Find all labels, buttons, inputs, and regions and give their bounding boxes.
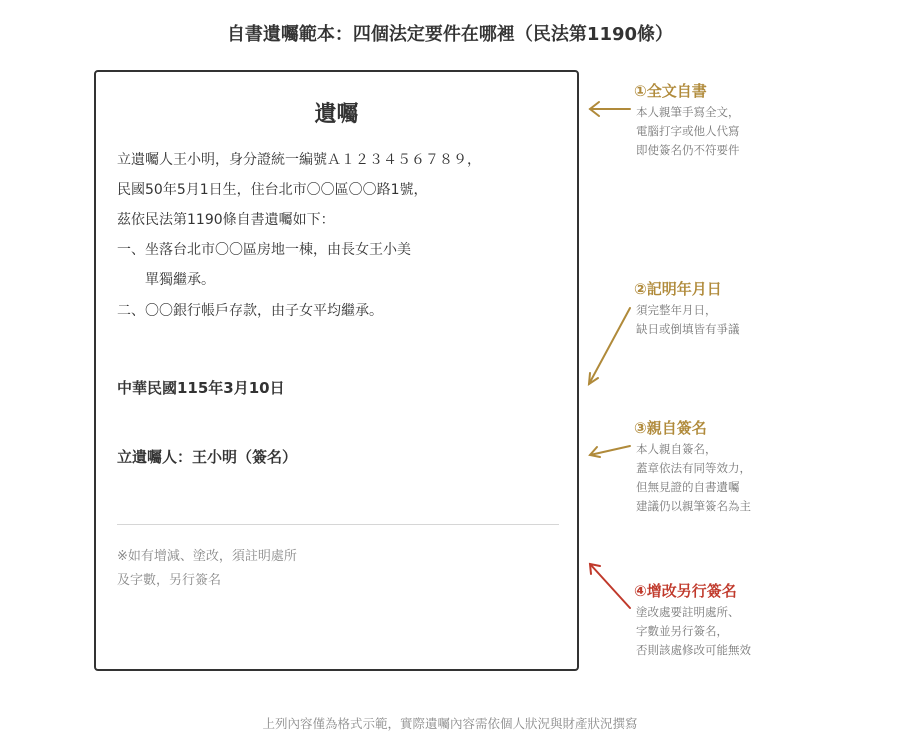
annotation-2-line: 缺日或倒填皆有爭議 [636,322,740,336]
will-line-5: 單獨繼承。 [145,272,215,288]
annotation-1-line: 本人親筆手寫全文， [636,105,740,119]
annotation-3-line: 蓋章依法有同等效力， [636,461,751,475]
annotation-4-line: 塗改處要註明處所、 [636,605,740,619]
annotation-3-line: 但無見證的自書遺囑 [636,480,740,494]
document-title: 遺囑 [314,102,359,127]
will-line-4: 一、坐落台北市〇〇區房地一棟，由長女王小美 [117,242,411,258]
annotation-3-heading: ③親自簽名 [634,419,707,437]
annotation-1-line: 電腦打字或他人代寫 [636,124,740,138]
page-title: 自書遺囑範本：四個法定要件在哪裡（民法第1190條） [226,24,674,45]
annotation-4-line: 否則該處修改可能無效 [636,643,751,657]
annotation-1-heading: ①全文自書 [634,82,707,100]
amendment-note-line-1: ※如有增減、塗改，須註明處所 [117,549,297,564]
arrow-2 [589,308,630,384]
footer-disclaimer: 上列內容僅為格式示範，實際遺囑內容需依個人狀況與財產狀況撰寫 [262,716,638,731]
arrow-1 [590,102,630,116]
arrow-3 [590,446,630,457]
arrow-4 [590,564,630,608]
annotation-2-heading: ②記明年月日 [634,280,722,298]
annotation-4-heading: ④增改另行簽名 [634,582,737,600]
annotation-4-line: 字數並另行簽名， [636,624,728,638]
will-line-2: 民國50年5月1日生，住台北市〇〇區〇〇路1號， [117,182,428,198]
amendment-note-line-2: 及字數，另行簽名 [117,573,222,588]
will-signature: 立遺囑人：王小明（簽名） [117,448,298,466]
annotation-3-line: 本人親自簽名， [636,442,717,456]
will-date: 中華民國115年3月10日 [117,379,285,397]
will-line-6: 二、〇〇銀行帳戶存款，由子女平均繼承。 [117,303,383,319]
annotation-3-line: 建議仍以親筆簽名為主 [636,499,751,513]
annotation-1-line: 即使簽名仍不符要件 [636,143,740,157]
annotation-2-line: 須完整年月日， [636,303,717,317]
will-line-1: 立遺囑人王小明，身分證統一編號Ａ１２３４５６７８９， [117,152,481,168]
will-line-3: 茲依民法第1190條自書遺囑如下： [117,212,335,228]
